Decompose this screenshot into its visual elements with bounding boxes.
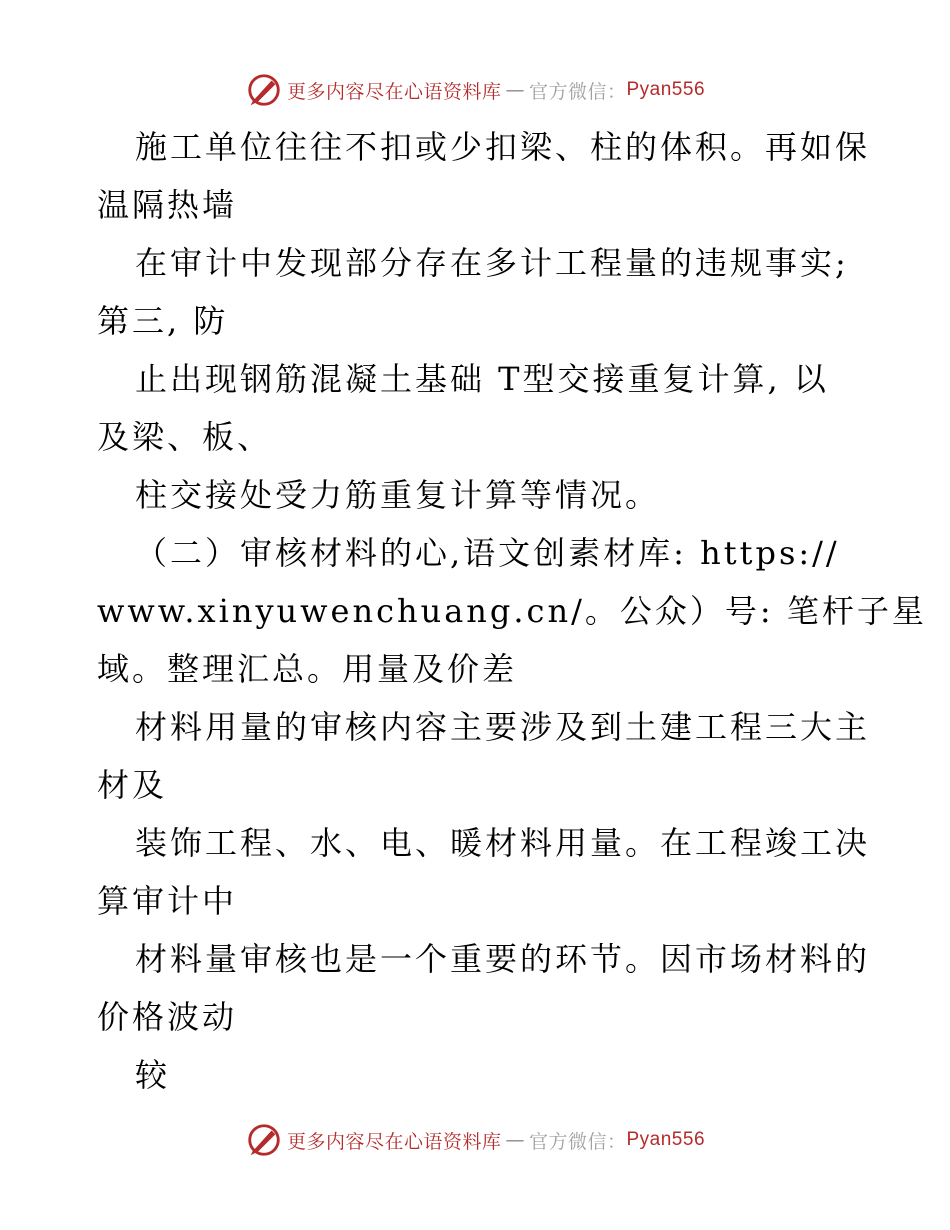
banner-wechat-label: 官方微信： bbox=[528, 1130, 627, 1153]
text-line: 施工单位往往不扣或少扣梁、柱的体积。再如保 bbox=[135, 128, 871, 166]
text-line: 装饰工程、水、电、暖材料用量。在工程竣工决 bbox=[135, 824, 871, 862]
text-line: 算审计中 bbox=[97, 882, 238, 920]
banner-separator: — bbox=[505, 1129, 525, 1151]
text-line: www.xinyuwenchuang.cn/。公众）号: 笔杆子星 bbox=[97, 592, 927, 630]
text-line: 止出现钢筋混凝土基础 T型交接重复计算, 以 bbox=[135, 360, 829, 398]
pen-logo-icon bbox=[245, 1121, 283, 1159]
pen-logo-icon bbox=[245, 71, 283, 109]
text-line: 材及 bbox=[97, 766, 168, 804]
banner-text: 更多内容尽在心语资料库 bbox=[286, 1130, 502, 1153]
text-line: （二）审核材料的心,语文创素材库: https:// bbox=[135, 534, 840, 572]
banner-wechat-id: Pyan556 bbox=[626, 79, 706, 100]
text-line: 价格波动 bbox=[97, 998, 238, 1036]
header-banner bbox=[0, 70, 950, 110]
banner-text: 更多内容尽在心语资料库 bbox=[286, 80, 502, 103]
text-line: 材料量审核也是一个重要的环节。因市场材料的 bbox=[135, 940, 871, 978]
banner-separator: — bbox=[505, 79, 525, 101]
banner-wechat-id: Pyan556 bbox=[626, 1129, 706, 1150]
banner-wechat-label: 官方微信： bbox=[528, 80, 627, 103]
text-line: 温隔热墙 bbox=[97, 186, 238, 224]
text-line: 柱交接处受力筋重复计算等情况。 bbox=[135, 476, 661, 514]
text-line: 及梁、板、 bbox=[97, 418, 273, 456]
text-line: 在审计中发现部分存在多计工程量的违规事实; bbox=[135, 244, 849, 282]
text-line: 第三, 防 bbox=[97, 302, 229, 340]
document-body bbox=[97, 118, 927, 1104]
text-line: 材料用量的审核内容主要涉及到土建工程三大主 bbox=[135, 708, 871, 746]
text-line: 较 bbox=[135, 1056, 171, 1094]
text-line: 域。整理汇总。用量及价差 bbox=[97, 650, 518, 688]
footer-banner bbox=[0, 1120, 950, 1160]
